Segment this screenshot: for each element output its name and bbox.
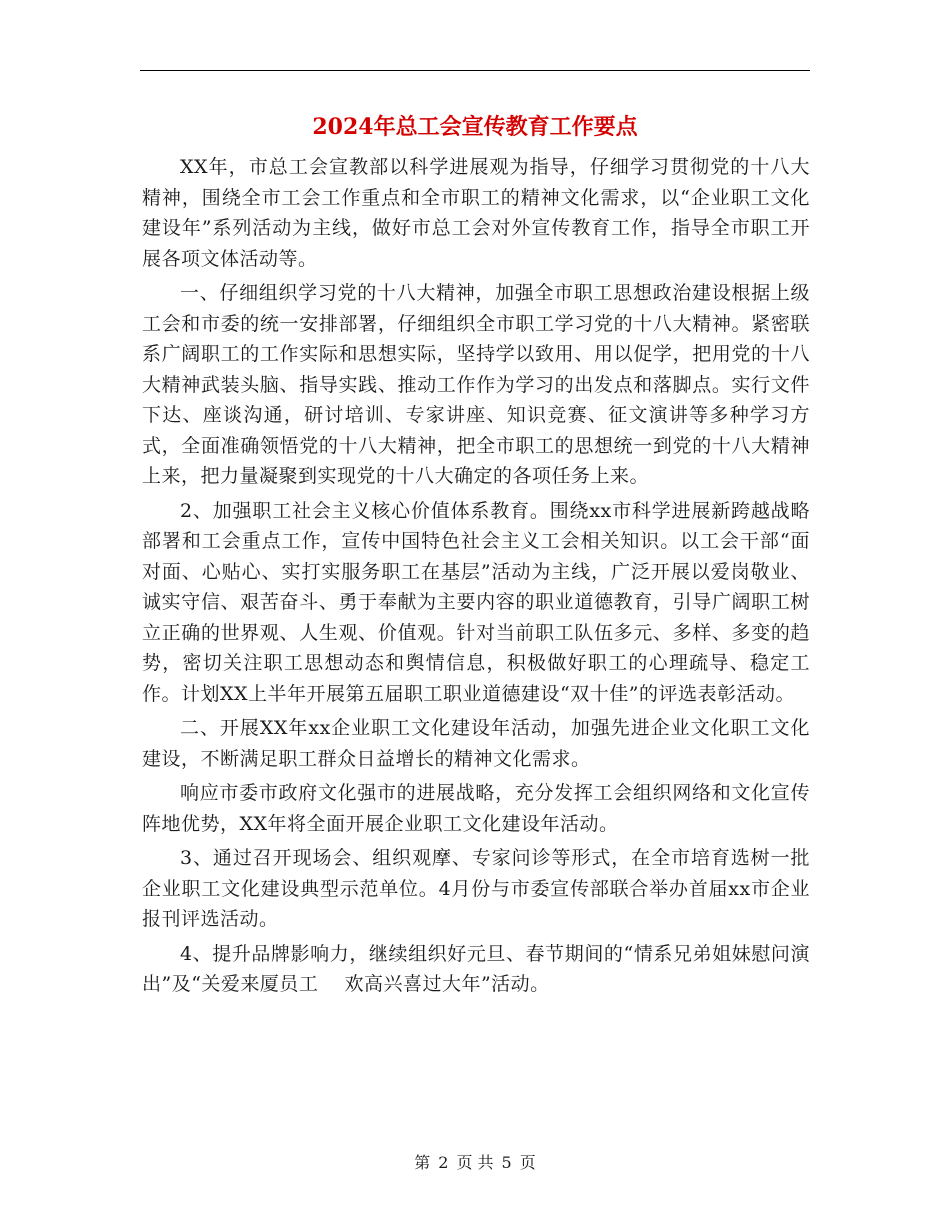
paragraph-section-1: 一、仔细组织学习党的十八大精神，加强全市职工思想政治建设根据上级工会和市委的统一安排部署，仔细组织全市职工学习党的十八大精神。紧密联系广阔职工的工作实际和思想实际，坚持学以致用、用以促学，把用党的十八大精神武装头脑、指导实践、推动工作作为学习的出发点和落脚点。实行文件下达、座谈沟通，研讨培训、专家讲座、知识竞赛、征文演讲等多种学习方式，全面准确领悟党的十八大精神，把全市职工的思想统一到党的十八大精神上来，把力量凝聚到实现党的十八大确定的各项任务上来。 [142,282,810,487]
header-rule [140,70,810,71]
footer-middle: 页 共 [456,1153,494,1172]
footer-page-total: 5 [501,1153,512,1172]
footer-suffix: 页 [519,1153,536,1172]
paragraph-item-2: 2、加强职工社会主义核心价值体系教育。围绕xx市科学进展新跨越战略部署和工会重点工作，宣传中国特色社会主义工会相关知识。以工会干部“面对面、心贴心、实打实服务职工在基层”活动为主线，广泛开展以爱岗敬业、诚实守信、艰苦奋斗、勇于奉献为主要内容的职业道德教育，引导广阔职工树立正确的世界观、人生观、价值观。针对当前职工队伍多元、多样、多变的趋势，密切关注职工思想动态和舆情信息，积极做好职工的心理疏导、稳定工作。计划XX上半年开展第五届职工职业道德建设“双十佳”的评选表彰活动。 [142,499,810,705]
paragraph-strategy: 响应市委市政府文化强市的进展战略，充分发挥工会组织网络和文化宣传阵地优势，XX年将全面开展企业职工文化建设年活动。 [142,782,810,835]
document-body [142,152,810,1004]
paragraph-intro: XX年，市总工会宣教部以科学进展观为指导，仔细学习贯彻党的十八大精神，围绕全市工会工作重点和全市职工的精神文化需求，以“企业职工文化建设年”系列活动为主线，做好市总工会对外宣传教育工作，指导全市职工开展各项文体活动等。 [142,156,810,270]
footer-prefix: 第 [414,1153,431,1172]
page-footer [0,1152,950,1174]
footer-page-number: 2 [438,1153,449,1172]
paragraph-item-4: 4、提升品牌影响力，继续组织好元旦、春节期间的“情系兄弟姐妹慰问演出”及“关爱来厦员工 欢高兴喜过大年”活动。 [142,942,810,995]
paragraph-item-3: 3、通过召开现场会、组织观摩、专家问诊等形式，在全市培育选树一批企业职工文化建设典型示范单位。4月份与市委宣传部联合举办首届xx市企业报刊评选活动。 [142,847,810,930]
paragraph-section-2: 二、开展XX年xx企业职工文化建设年活动，加强先进企业文化职工文化建设，不断满足职工群众日益增长的精神文化需求。 [142,717,810,770]
document-title: 2024年总工会宣传教育工作要点 [312,114,638,140]
